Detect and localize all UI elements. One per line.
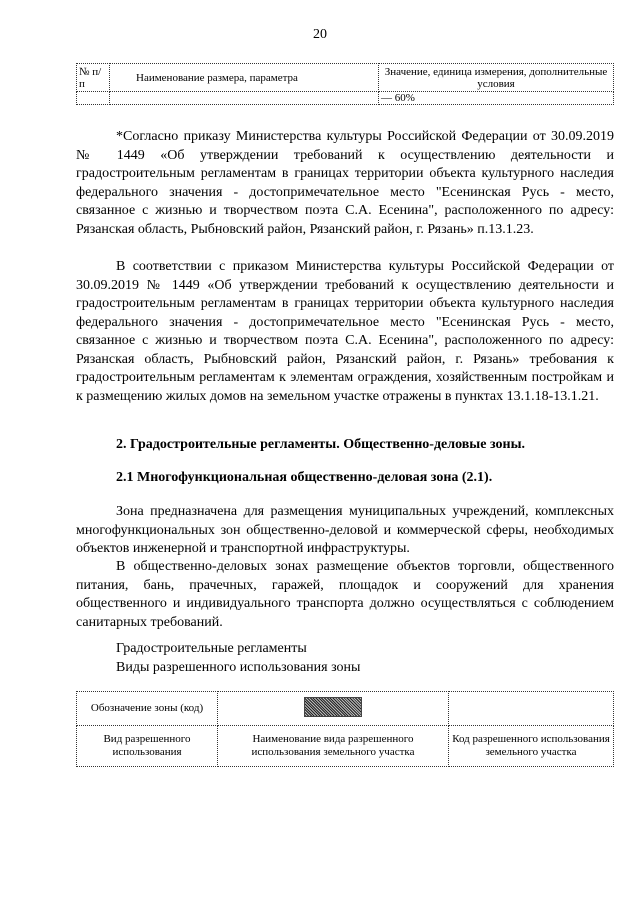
footnote-paragraph xyxy=(76,128,614,239)
zone-label-cell: Обозначение зоны (код) xyxy=(77,692,218,726)
top-table-cell-empty xyxy=(110,92,379,105)
column-header-use-name: Наименование вида разрешенного использования земельного участка xyxy=(218,726,449,767)
column-header-use-type: Вид разрешенного использования xyxy=(77,726,218,767)
permitted-uses-table xyxy=(76,691,614,767)
subsection-heading: 2.1 Многофункциональная общественно-деловая зона (2.1). xyxy=(116,470,493,485)
paragraph-text: В общественно-деловых зонах размещение объектов торговли, общественного питания, бань, прачечных, гаражей, площадок и сооружений для хранения общественного и индивидуального транспорта должно осуществляться с соблюдением санитарных требований. xyxy=(76,559,614,630)
top-table-header-name: Наименование размера, параметра xyxy=(110,64,379,92)
top-table-header-value: Значение, единица измерения, дополнительные условия xyxy=(379,64,614,92)
paragraph-text: *Согласно приказу Министерства культуры Российской Федерации от 30.09.2019 № 1449 «Об утверждении требований к осуществлению деятельности и градостроительным регламентам в границах территории объекта культурного наследия федерального значения - достопримечательное место "Есенинская Русь - место, связанное с жизнью и творчеством поэта С.А. Есенина", расположенного по адресу: Рязанская область, Рыбновский район, Рязанский район, г. Рязань» п.13.1.23. xyxy=(76,129,614,237)
top-table-cell-empty xyxy=(77,92,110,105)
column-header-use-code: Код разрешенного использования земельного участка xyxy=(449,726,614,767)
paragraph-text: В соответствии с приказом Министерства культуры Российской Федерации от 30.09.2019 № 1449 «Об утверждении требований к осуществлению деятельности и градостроительным регламентам в границах территории объекта культурного наследия федерального значения - достопримечательное место "Есенинская Русь - место, связанное с жизнью и творчеством поэта С.А. Есенина", расположенного по адресу: Рязанская область, Рыбновский район, Рязанский район, г. Рязань» требования к градостроительным регламентам к элементам ограждения, хозяйственным постройкам и к размещению жилых домов на земельном участке отражены в пунктах 13.1.18-13.1.21. xyxy=(76,259,614,404)
top-table-header-number: № п/п xyxy=(77,64,110,92)
zone-requirements-paragraph xyxy=(76,558,614,632)
zone-purpose-paragraph xyxy=(76,503,614,559)
regulations-title: Градостроительные регламенты xyxy=(116,641,307,656)
zone-code-cell xyxy=(218,692,449,726)
permitted-uses-title: Виды разрешенного использования зоны xyxy=(116,660,361,675)
section-heading: 2. Градостроительные регламенты. Общественно-деловые зоны. xyxy=(116,437,525,452)
top-table-cell-value: — 60% xyxy=(379,92,614,105)
requirements-paragraph xyxy=(76,258,614,406)
top-table xyxy=(76,63,614,105)
paragraph-text: Зона предназначена для размещения муниципальных учреждений, комплексных многофункциональных зон общественно-деловой и коммерческой сферы, необходимых объектов инженерной и транспортной инфраструктуры. xyxy=(76,504,614,556)
empty-cell xyxy=(449,692,614,726)
redacted-code-block xyxy=(304,697,362,717)
page-number: 20 xyxy=(313,27,327,42)
